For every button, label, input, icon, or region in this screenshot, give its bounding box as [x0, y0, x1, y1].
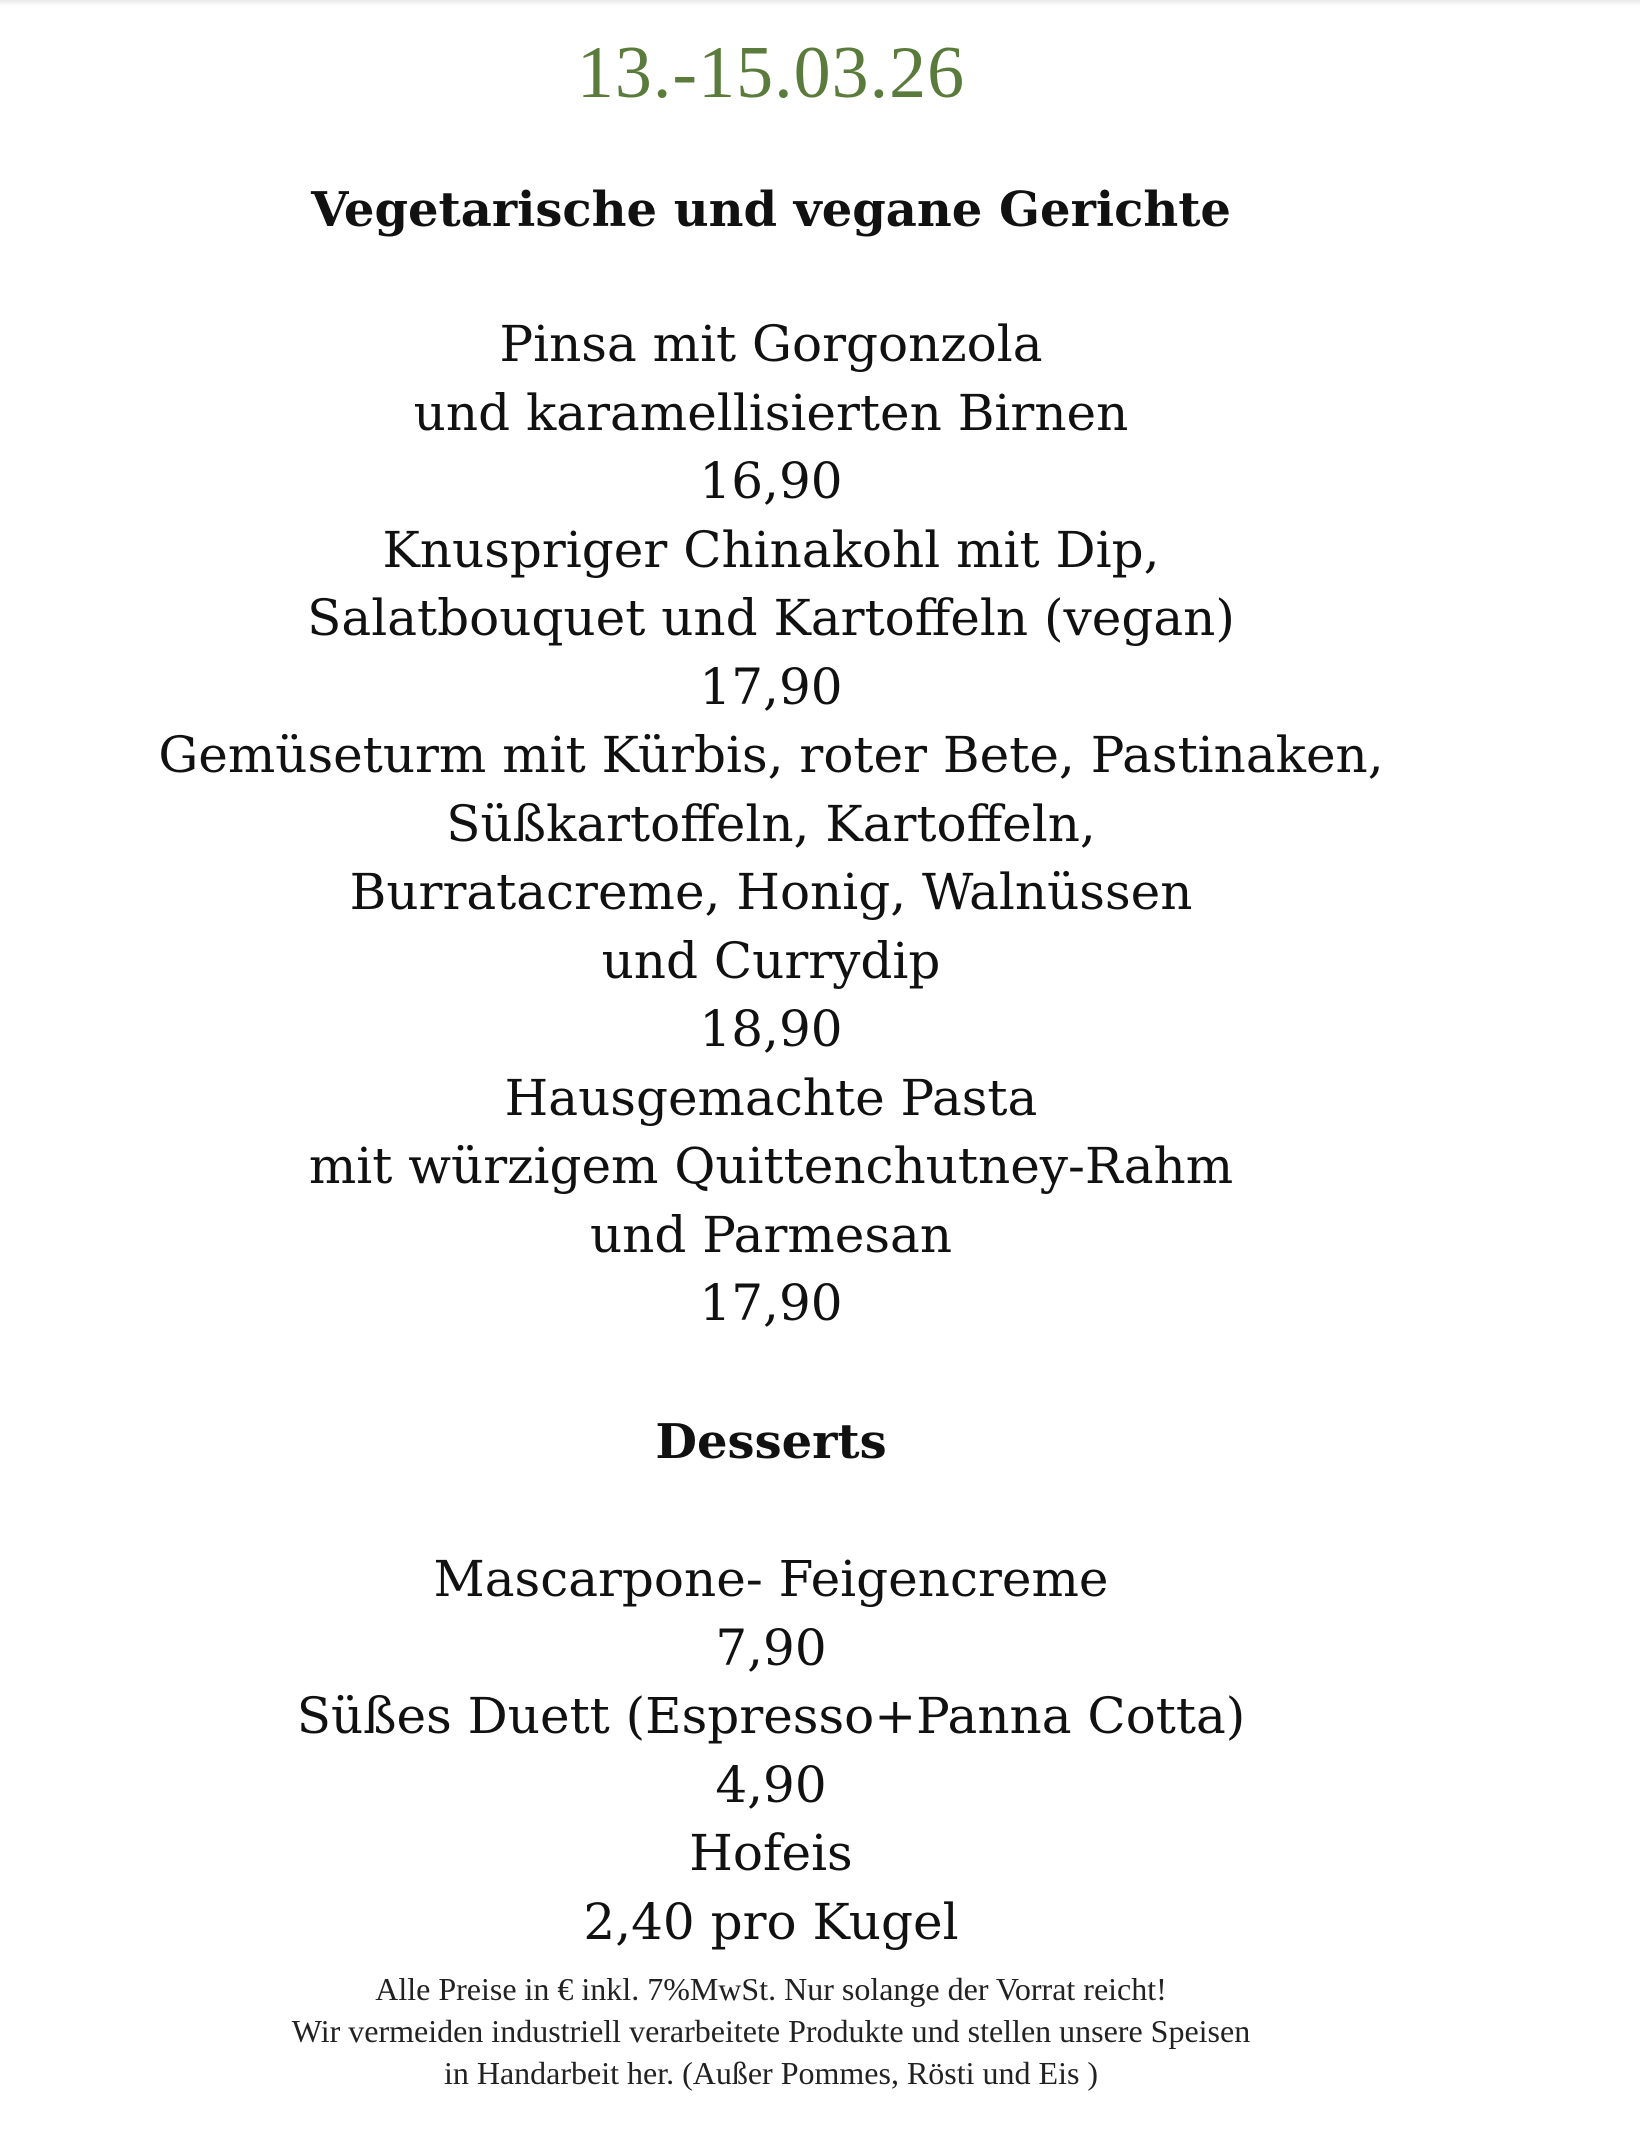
- dish-price: 17,90: [699, 1274, 843, 1332]
- dessert-price: 4,90: [715, 1755, 827, 1814]
- dish-price: 16,90: [699, 452, 843, 510]
- footer-note: [0, 1968, 1542, 2094]
- vegetarian-items: [0, 310, 1542, 1338]
- menu-date: 13.-15.03.26: [576, 32, 966, 114]
- dish-name-line: und Parmesan: [589, 1205, 953, 1264]
- dish-name-line: Hausgemachte Pasta: [504, 1068, 1038, 1127]
- dish-name-line: Gemüseturm mit Kürbis, roter Bete, Pastinaken,: [158, 726, 1384, 784]
- page-top-edge: [0, 0, 1640, 6]
- footer-line: Wir vermeiden industriell verarbeitete Produkte und stellen unsere Speisen: [291, 2013, 1251, 2049]
- dish-name-line: Salatbouquet und Kartoffeln (vegan): [307, 589, 1235, 647]
- footer-line: in Handarbeit her. (Außer Pommes, Rösti und Eis ): [443, 2055, 1099, 2091]
- dish-name-line: mit würzigem Quittenchutney-Rahm: [308, 1137, 1234, 1195]
- dish-name-line: und Currydip: [601, 931, 941, 990]
- dish-price: 18,90: [699, 1000, 843, 1058]
- dessert-price: 2,40 pro Kugel: [583, 1892, 959, 1951]
- dish-name-line: und karamellisierten Birnen: [413, 383, 1129, 442]
- dish-name-line: Süßkartoffeln, Kartoffeln,: [446, 794, 1096, 853]
- dish-price: 17,90: [699, 657, 843, 716]
- section-title-vegetarian: Vegetarische und vegane Gerichte: [311, 182, 1231, 238]
- dessert-items: [0, 1545, 1542, 1956]
- section-title-desserts: Desserts: [655, 1414, 887, 1470]
- dessert-price: 7,90: [715, 1618, 827, 1677]
- dessert-name-line: Mascarpone- Feigencreme: [433, 1550, 1109, 1608]
- dish-name-line: Pinsa mit Gorgonzola: [499, 315, 1043, 373]
- dish-name-line: Knuspriger Chinakohl mit Dip,: [382, 520, 1160, 579]
- footer-line: Alle Preise in € inkl. 7%MwSt. Nur solange der Vorrat reicht!: [375, 1971, 1167, 2007]
- dish-name-line: Burratacreme, Honig, Walnüssen: [349, 863, 1193, 921]
- dessert-name-line: Hofeis: [689, 1824, 853, 1882]
- dessert-name-line: Süßes Duett (Espresso+Panna Cotta): [296, 1687, 1246, 1745]
